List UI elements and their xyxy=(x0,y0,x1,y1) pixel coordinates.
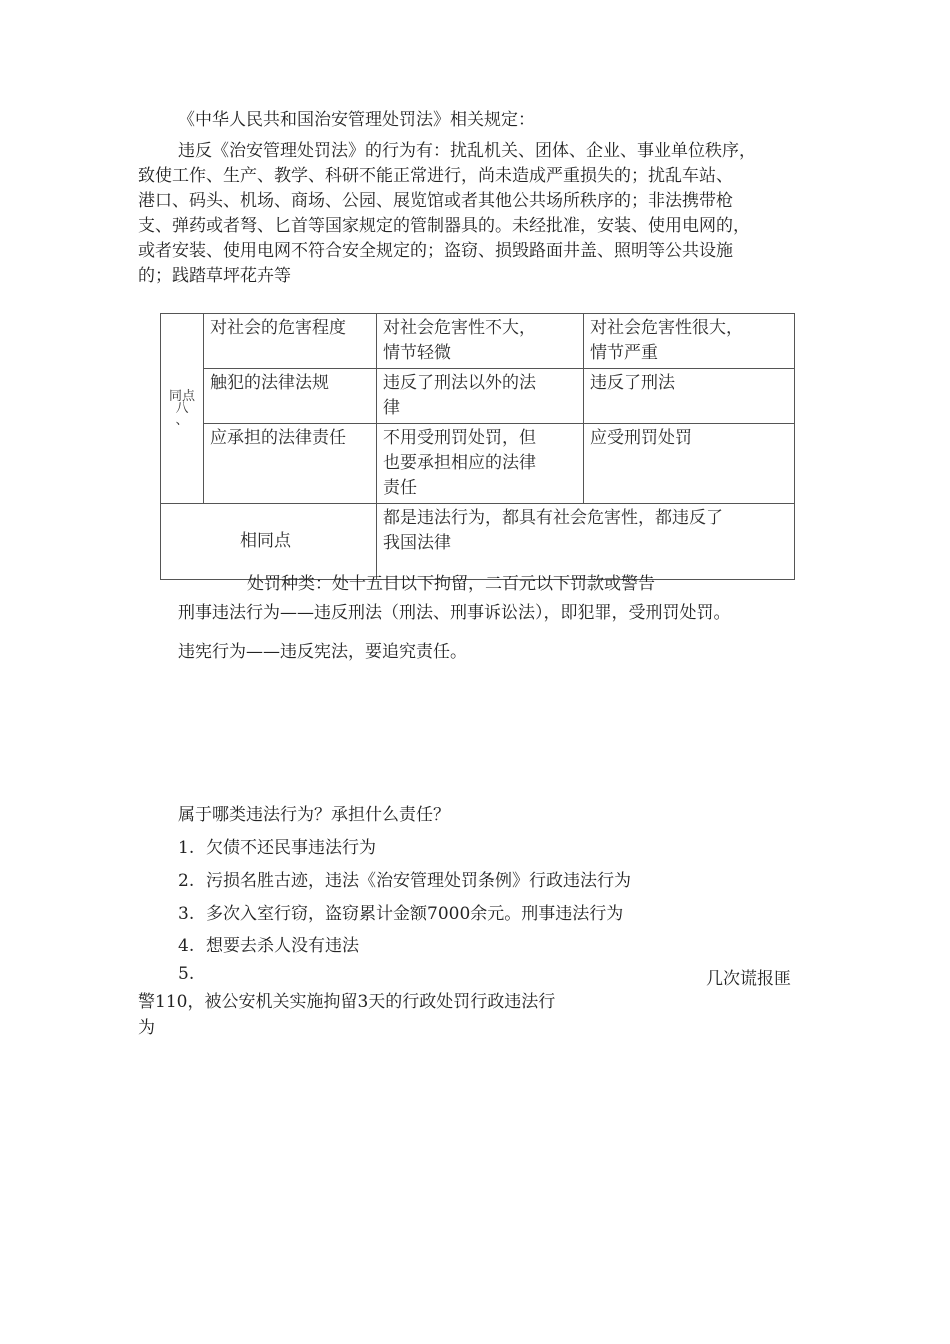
difference-label xyxy=(161,314,204,504)
similarity-text: 都是违法行为，都具有社会危害性，都违反了 我国法律 xyxy=(377,504,795,580)
list-item-text-right: 几次谎报匪 xyxy=(706,969,791,989)
penalty-types: 处罚种类：处十五日以下拘留，二百元以下罚款或警告 xyxy=(247,574,655,594)
list-text: 污损名胜古迹，违法《治安管理处罚条例》行政违法行为 xyxy=(206,871,631,891)
list-item xyxy=(178,866,631,891)
list-number: 1. xyxy=(178,838,195,858)
difference-label-line: 、 xyxy=(175,412,189,428)
intro-line: 支、弹药或者弩、匕首等国家规定的管制器具的。未经批准，安装、使用电网的， xyxy=(138,216,750,236)
table-cell-a: 不用受刑罚处罚，但 也要承担相应的法律 责任 xyxy=(377,424,584,504)
intro-line: 或者安装、使用电网不符合安全规定的；盗窃、损毁路面井盖、照明等公共设施 xyxy=(138,241,733,261)
list-item-number: 5. xyxy=(178,964,195,984)
list-item xyxy=(178,899,623,924)
list-item-continuation: 为 xyxy=(138,1018,155,1038)
intro-line: 港口、码头、机场、商场、公园、展览馆或者其他公共场所秩序的；非法携带枪 xyxy=(138,191,733,211)
list-text: 多次入室行窃，盗窃累计金额7000余元。刑事违法行为 xyxy=(206,904,624,924)
table-cell-item: 对社会的危害程度 xyxy=(204,314,377,369)
question-heading: 属于哪类违法行为？承担什么责任？ xyxy=(178,805,450,825)
table-cell-a: 违反了刑法以外的法 律 xyxy=(377,369,584,424)
table-cell-item: 应承担的法律责任 xyxy=(204,424,377,504)
list-number: 2. xyxy=(178,871,195,891)
table-cell-b: 对社会危害性很大， 情节严重 xyxy=(584,314,795,369)
intro-line: 违反《治安管理处罚法》的行为有：扰乱机关、团体、企业、事业单位秩序， xyxy=(178,141,756,161)
list-text: 想要去杀人没有违法 xyxy=(206,936,359,956)
list-item xyxy=(178,833,376,858)
difference-label-line: 同点 xyxy=(168,388,195,404)
table-cell-a: 对社会危害性不大， 情节轻微 xyxy=(377,314,584,369)
comparison-table xyxy=(160,313,795,580)
intro-paragraph xyxy=(138,139,828,289)
criminal-offense-text: 刑事违法行为——违反刑法（刑法、刑事诉讼法），即犯罪，受刑罚处罚。 xyxy=(178,603,731,623)
table-row xyxy=(161,314,795,369)
table-cell-b: 违反了刑法 xyxy=(584,369,795,424)
table-row xyxy=(161,369,795,424)
list-item xyxy=(178,931,359,956)
table-cell-item: 触犯的法律法规 xyxy=(204,369,377,424)
list-number: 4. xyxy=(178,936,195,956)
list-item-continuation: 警110，被公安机关实施拘留3天的行政处罚行政违法行 xyxy=(138,992,556,1012)
difference-label-line: 八 xyxy=(175,400,189,416)
intro-line: 的；践踏草坪花卉等 xyxy=(138,266,291,286)
table-row xyxy=(161,424,795,504)
table-cell-b: 应受刑罚处罚 xyxy=(584,424,795,504)
heading: 《中华人民共和国治安管理处罚法》相关规定： xyxy=(178,110,535,130)
constitutional-violation-text: 违宪行为——违反宪法，要追究责任。 xyxy=(178,642,467,662)
intro-line: 致使工作、生产、教学、科研不能正常进行，尚未造成严重损失的；扰乱车站、 xyxy=(138,166,733,186)
list-text: 欠债不还民事违法行为 xyxy=(206,838,376,858)
similarity-label: 相同点 xyxy=(161,504,377,580)
list-number: 3. xyxy=(178,904,195,924)
